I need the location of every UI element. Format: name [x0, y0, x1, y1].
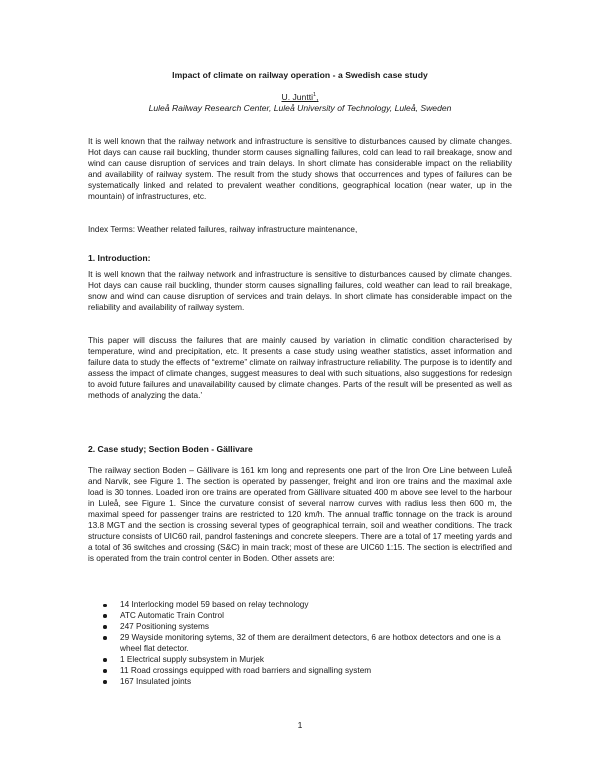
section-1-heading: 1. Introduction:: [88, 253, 151, 263]
bullet-icon: [103, 625, 107, 629]
paper-title: Impact of climate on railway operation - a Swedish case study: [172, 70, 428, 80]
author-name: U. Juntti: [281, 92, 314, 102]
list-item: ATC Automatic Train Control: [88, 611, 512, 622]
author-trailing: ,: [316, 92, 319, 102]
bullet-icon: [103, 680, 107, 684]
section-2-heading: 2. Case study; Section Boden - Gällivare: [88, 444, 253, 454]
list-item: 167 Insulated joints: [88, 677, 512, 688]
author-line: [0, 92, 600, 102]
list-item: 29 Wayside monitoring sytems, 32 of them are derailment detectors, 6 are hotbox detectors and one is a wheel flat detector.: [88, 633, 512, 655]
page-number: 1: [297, 720, 303, 730]
list-item: 247 Positioning systems: [88, 622, 512, 633]
bullet-icon: [103, 636, 107, 640]
intro-paragraph-1: It is well known that the railway network and infrastructure is sensitive to disturbances caused by climate changes. Hot days can cause rail buckling, thunder storm causes signalling failures, cold weather can lead to rail breakage, snow and wind can cause disruption of services and train delays. In short climate has considerable impact on the reliability and availability of railway system.: [88, 270, 512, 312]
index-terms: Index Terms: Weather related failures, railway infrastructure maintenance,: [88, 225, 358, 234]
bullet-icon: [103, 614, 107, 618]
list-item: 14 Interlocking model 59 based on relay technology: [88, 600, 512, 611]
assets-list: [88, 600, 512, 688]
bullet-icon: [103, 669, 107, 673]
author-affiliation: Luleå Railway Research Center, Luleå University of Technology, Luleå, Sweden: [148, 103, 452, 113]
list-item: 1 Electrical supply subsystem in Murjek: [88, 655, 512, 666]
case-study-paragraph: The railway section Boden – Gällivare is 161 km long and represents one part of the Iron Ore Line between Luleå and Narvik, see Figure 1. The section is operated by passenger, freight and iron ore trains and the maximal axle load is 30 tonnes. Loaded iron ore trains are operated from Gällivare situated 400 m above see level to the harbour in Luleå, see Figure 1. Since the curvature consist of several narrow curves with radius less then 600 m, the maximal speed for passenger trains are restricted to 120 km/h. The annual traffic tonnage on the track is around 13.8 MGT and the section is crossing several types of geographical terrain, soil and weather conditions. The track structure consists of UIC60 rail, pandrol fastenings and concrete sleepers. There are a total of 17 meeting yards and a total of 36 switches and crossing (S&C) in main track; most of these are UIC60 1:15. The section is electrified and is operated from the train control center in Boden. Other assets are:: [88, 466, 512, 563]
author-footnote-marker: 1: [313, 92, 317, 99]
intro-paragraph-2: This paper will discuss the failures that are mainly caused by variation in climatic condition characterised by temperature, wind and precipitation, etc. It presents a case study using weather statistics, asset information and failure data to study the effects of “extreme” climate on railway infrastructure reliability. The purpose is to identify and assess the impact of climate changes, suggest measures to deal with such situations, also suggestions for redesign to avoid future failures and unavailability caused by climate changes. Parts of the result will be presented as well as methods of analyzing the data.’: [88, 336, 512, 400]
abstract-paragraph: It is well known that the railway network and infrastructure is sensitive to disturbances caused by climate changes. Hot days can cause rail buckling, thunder storm causes signalling failures, cold can lead to rail breakage, snow and wind can cause disruption of services and train delays. In short climate has considerable impact on the reliability and availability of railway system. The result from the study shows that occurrences and types of failures can be systematically linked and related to prevalent weather conditions, geographical location (near water, up in the mountain) of infrastructures, etc.: [88, 137, 512, 201]
bullet-icon: [103, 604, 107, 608]
list-item: 11 Road crossings equipped with road barriers and signalling system: [88, 666, 512, 677]
bullet-icon: [103, 658, 107, 662]
